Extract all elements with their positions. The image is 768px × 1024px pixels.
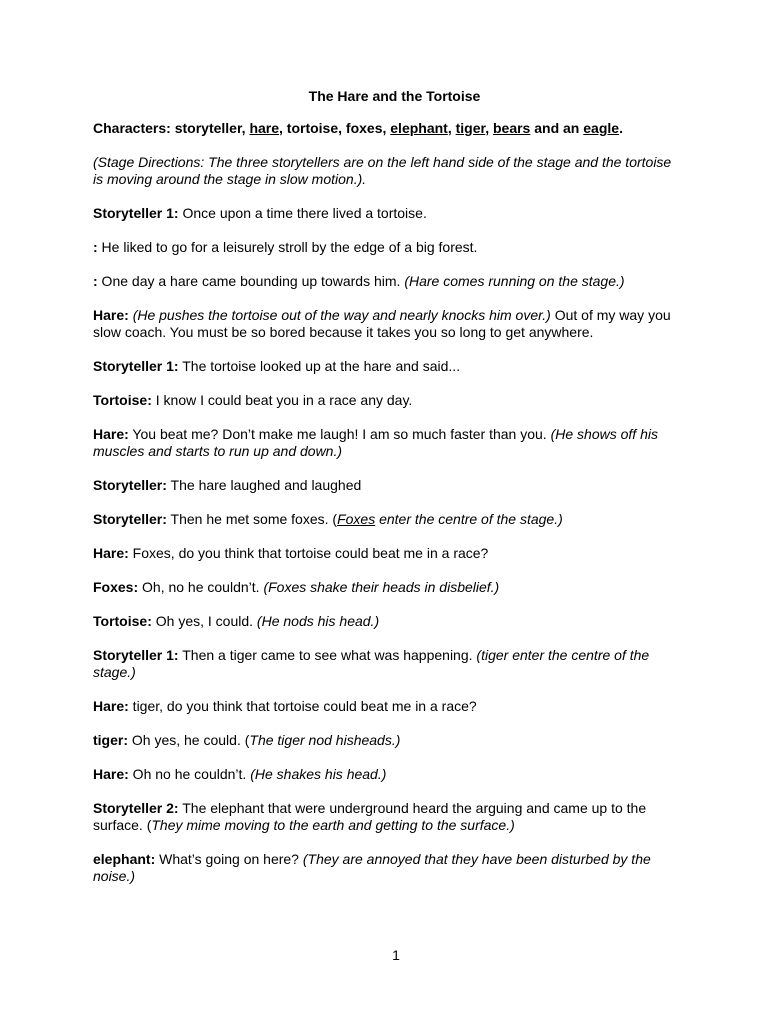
- line-text: I know I could beat you in a race any day.: [151, 392, 413, 408]
- speaker: Hare:: [93, 307, 129, 323]
- line-direction: (tiger enter the centre of the stage.): [93, 647, 650, 680]
- page-number: 1: [392, 947, 400, 963]
- speaker: Hare:: [93, 698, 129, 714]
- script-line: [93, 392, 678, 409]
- line-text: What’s going on here?: [155, 851, 303, 867]
- separator: ,: [485, 120, 493, 136]
- speaker: Foxes:: [93, 579, 139, 595]
- line-direction-underlined: Foxes: [337, 511, 376, 527]
- speaker: tiger:: [93, 732, 128, 748]
- line-text: Oh yes, I could.: [151, 613, 257, 629]
- line-direction: The tiger nod hisheads.): [249, 732, 401, 748]
- speaker: Storyteller 1:: [93, 358, 179, 374]
- speaker: Hare:: [93, 545, 129, 561]
- line-direction: (Foxes shake their heads in disbelief.): [263, 579, 500, 595]
- script-line: [93, 647, 678, 681]
- character-bears: bears: [492, 120, 531, 136]
- speaker: :: [93, 239, 98, 255]
- characters-list: [93, 120, 678, 137]
- line-direction: (Hare comes running on the stage.): [404, 273, 625, 289]
- speaker: Tortoise:: [93, 392, 152, 408]
- separator: ,: [447, 120, 456, 136]
- line-direction: (He shakes his head.): [250, 766, 387, 782]
- line-text-after: Out of my way you slow coach. You must be so bored because it takes you so long to get anywhere.: [93, 307, 671, 340]
- script-line: [93, 579, 678, 596]
- speaker: Storyteller 2:: [93, 800, 179, 816]
- stage-directions: (Stage Directions: The three storytellers are on the left hand side of the stage and the tortoise is moving around the stage in slow motion.).: [93, 154, 672, 187]
- character-tortoise-foxes: , tortoise, foxes,: [279, 120, 391, 136]
- line-direction: They mime moving to the earth and getting to the surface.): [151, 817, 515, 833]
- speaker: Storyteller 1:: [93, 205, 179, 221]
- script-line: [93, 511, 678, 528]
- separator: and an: [530, 120, 584, 136]
- characters-label: Characters:: [93, 120, 171, 136]
- script-line: [93, 273, 678, 290]
- line-text: The elephant that were underground heard the arguing and came up to the surface. (: [93, 800, 647, 833]
- script-line: [93, 358, 678, 375]
- script-line: [93, 205, 678, 222]
- speaker: Storyteller:: [93, 511, 167, 527]
- script-line: [93, 426, 678, 460]
- script-line: [93, 239, 678, 256]
- script-line: [93, 477, 678, 494]
- separator: .: [619, 120, 623, 136]
- line-text: You beat me? Don’t make me laugh! I am so much faster than you.: [128, 426, 551, 442]
- line-direction: (He pushes the tortoise out of the way and nearly knocks him over.): [132, 307, 551, 323]
- line-text: Oh, no he couldn’t.: [138, 579, 264, 595]
- line-text: Oh yes, he could. (: [128, 732, 250, 748]
- line-direction: (He shows off his muscles and starts to run up and down.): [93, 426, 658, 459]
- script-line: [93, 698, 678, 715]
- line-text: tiger, do you think that tortoise could beat me in a race?: [128, 698, 477, 714]
- character-eagle: eagle: [583, 120, 620, 136]
- line-text: The tortoise looked up at the hare and said...: [178, 358, 461, 374]
- script-line: [93, 732, 678, 749]
- line-direction: (They are annoyed that they have been disturbed by the noise.): [93, 851, 651, 884]
- character-storyteller: storyteller: [174, 120, 242, 136]
- line-text: Foxes, do you think that tortoise could beat me in a race?: [128, 545, 489, 561]
- line-text: The hare laughed and laughed: [166, 477, 362, 493]
- script-line: [93, 307, 678, 341]
- script-line: [93, 851, 678, 885]
- script-line: [93, 800, 678, 834]
- script-line: [93, 613, 678, 630]
- character-tiger: tiger: [455, 120, 486, 136]
- speaker: Tortoise:: [93, 613, 152, 629]
- line-text: He liked to go for a leisurely stroll by the edge of a big forest.: [97, 239, 478, 255]
- line-text: Once upon a time there lived a tortoise.: [178, 205, 427, 221]
- character-elephant: elephant: [390, 120, 448, 136]
- script-line: [93, 545, 678, 562]
- character-hare: hare: [249, 120, 280, 136]
- separator: ,: [241, 120, 250, 136]
- speaker: Hare:: [93, 426, 129, 442]
- line-direction: (He nods his head.): [256, 613, 380, 629]
- document-page: [93, 88, 678, 902]
- line-text: One day a hare came bounding up towards him.: [97, 273, 405, 289]
- script-line: [93, 766, 678, 783]
- line-text: Then a tiger came to see what was happening.: [178, 647, 477, 663]
- line-direction: enter the centre of the stage.): [375, 511, 563, 527]
- line-text: Then he met some foxes. (: [166, 511, 338, 527]
- speaker: :: [93, 273, 98, 289]
- line-text: Oh no he couldn’t.: [128, 766, 251, 782]
- document-title: The Hare and the Tortoise: [308, 88, 481, 104]
- speaker: Hare:: [93, 766, 129, 782]
- speaker: Storyteller:: [93, 477, 167, 493]
- speaker: elephant:: [93, 851, 156, 867]
- speaker: Storyteller 1:: [93, 647, 179, 663]
